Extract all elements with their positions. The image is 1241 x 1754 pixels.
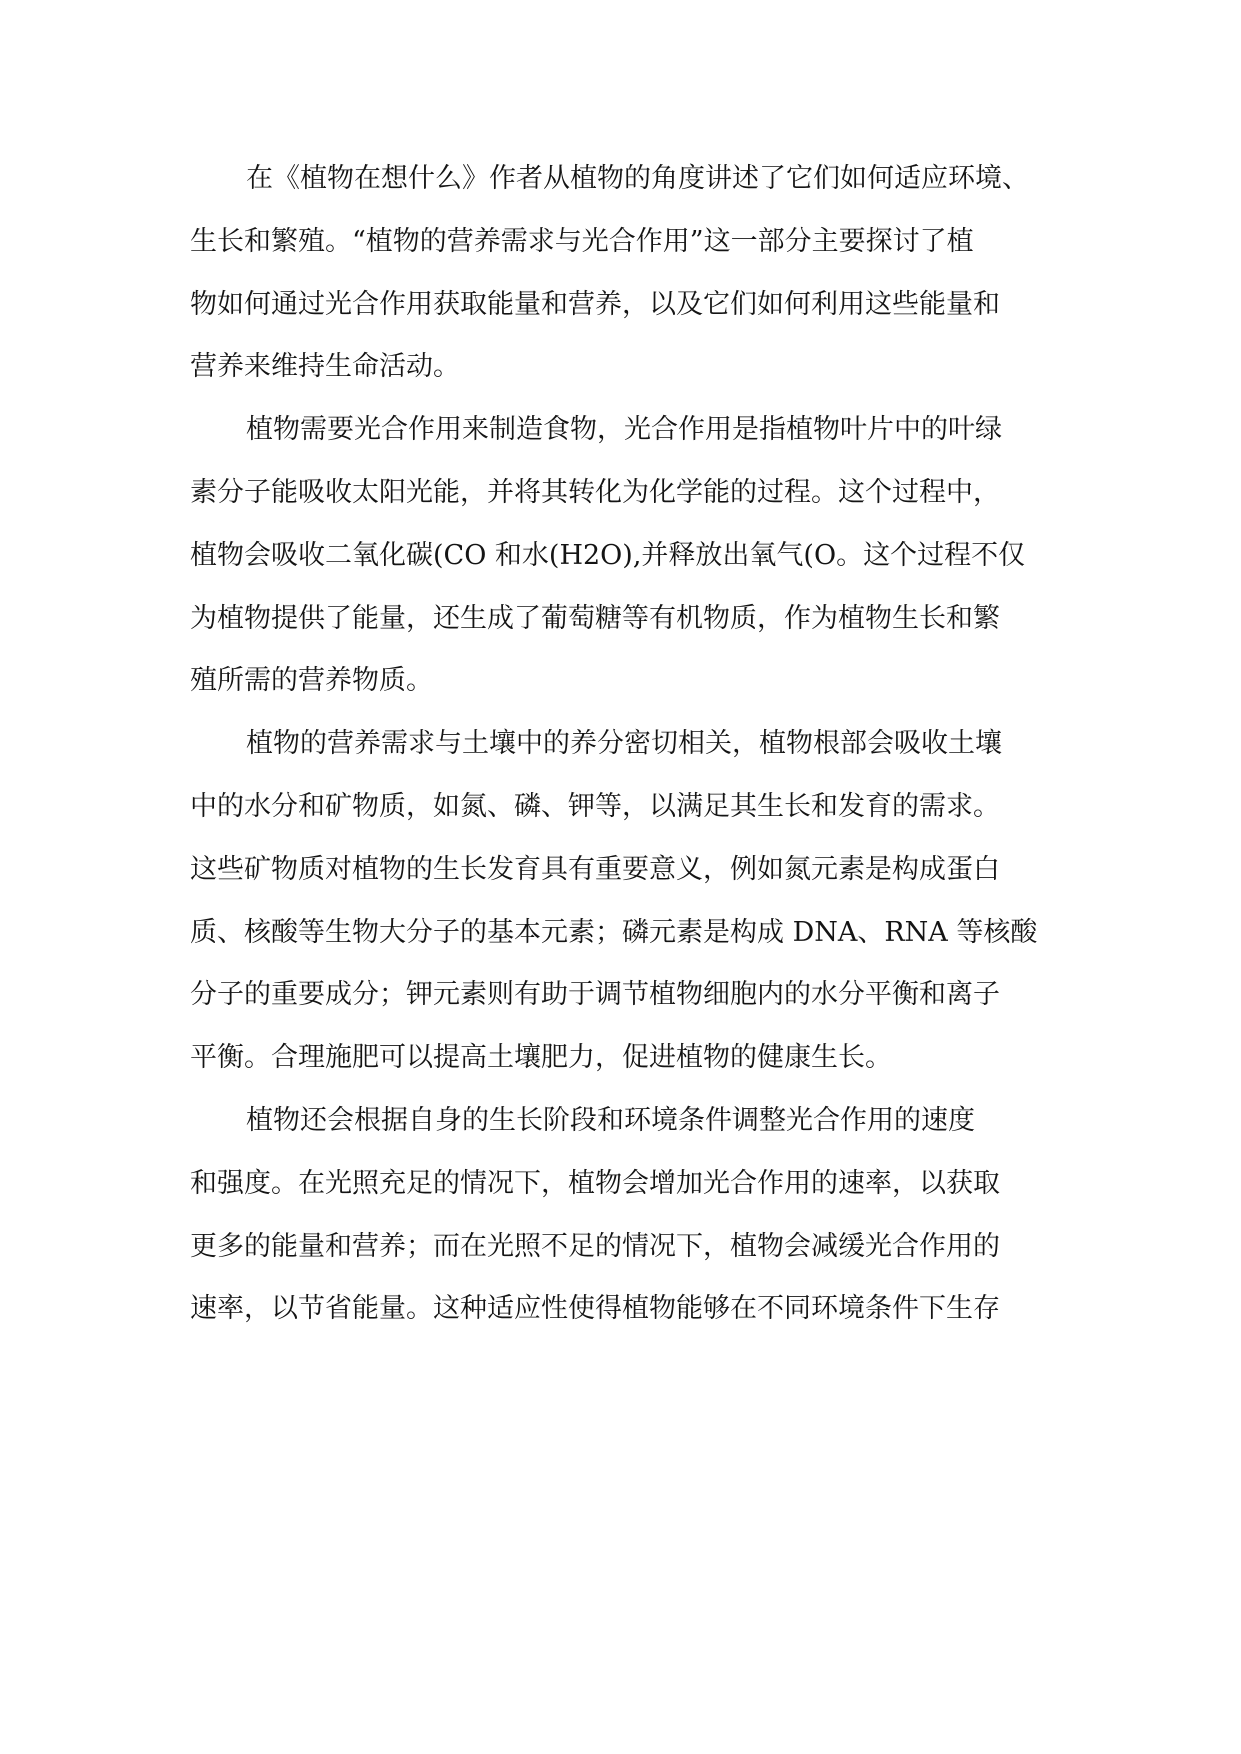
text-line: 速率，以节省能量。这种适应性使得植物能够在不同环境条件下生存 (190, 1293, 1000, 1325)
text-line: 中的水分和矿物质，如氮、磷、钾等，以满足其生长和发育的需求。 (190, 790, 1000, 822)
text-line: 为植物提供了能量，还生成了葡萄糖等有机物质，作为植物生长和繁 (190, 602, 1000, 634)
paragraph-3 (190, 713, 1070, 1090)
text-line: 植物还会根据自身的生长阶段和环境条件调整光合作用的速度 (246, 1104, 975, 1136)
text-line: 更多的能量和营养；而在光照不足的情况下，植物会减缓光合作用的 (190, 1230, 1000, 1262)
paragraph-2 (190, 399, 1070, 713)
text-line: 质、核酸等生物大分子的基本元素；磷元素是构成 DNA、RNA 等核酸 (190, 916, 1038, 948)
text-line: 在《植物在想什么》作者从植物的角度讲述了它们如何适应环境、 (246, 163, 1029, 194)
text-line: 植物需要光合作用来制造食物，光合作用是指植物叶片中的叶绿 (246, 414, 1002, 446)
text-line: 殖所需的营养物质。 (190, 665, 433, 697)
text-line: 素分子能吸收太阳光能，并将其转化为化学能的过程。这个过程中， (190, 476, 1000, 508)
text-line: 这些矿物质对植物的生长发育具有重要意义，例如氮元素是构成蛋白 (190, 853, 1000, 885)
text-line: 和强度。在光照充足的情况下，植物会增加光合作用的速率，以获取 (190, 1167, 1000, 1199)
text-line: 物如何通过光合作用获取能量和营养，以及它们如何利用这些能量和 (190, 288, 1000, 320)
paragraph-1 (190, 148, 1070, 399)
paragraph-4 (190, 1090, 1070, 1341)
text-line: 生长和繁殖。“植物的营养需求与光合作用”这一部分主要探讨了植 (190, 225, 974, 257)
text-line: 分子的重要成分；钾元素则有助于调节植物细胞内的水分平衡和离子 (190, 979, 1000, 1011)
text-line: 营养来维持生命活动。 (190, 351, 460, 383)
text-line: 平衡。合理施肥可以提高土壤肥力，促进植物的健康生长。 (190, 1042, 892, 1074)
text-line: 植物的营养需求与土壤中的养分密切相关，植物根部会吸收土壤 (246, 728, 1002, 760)
text-line: 植物会吸收二氧化碳(CO 和水(H2O),并释放出氧气(O。这个过程不仅 (190, 539, 1026, 571)
document-body (190, 148, 1070, 1341)
